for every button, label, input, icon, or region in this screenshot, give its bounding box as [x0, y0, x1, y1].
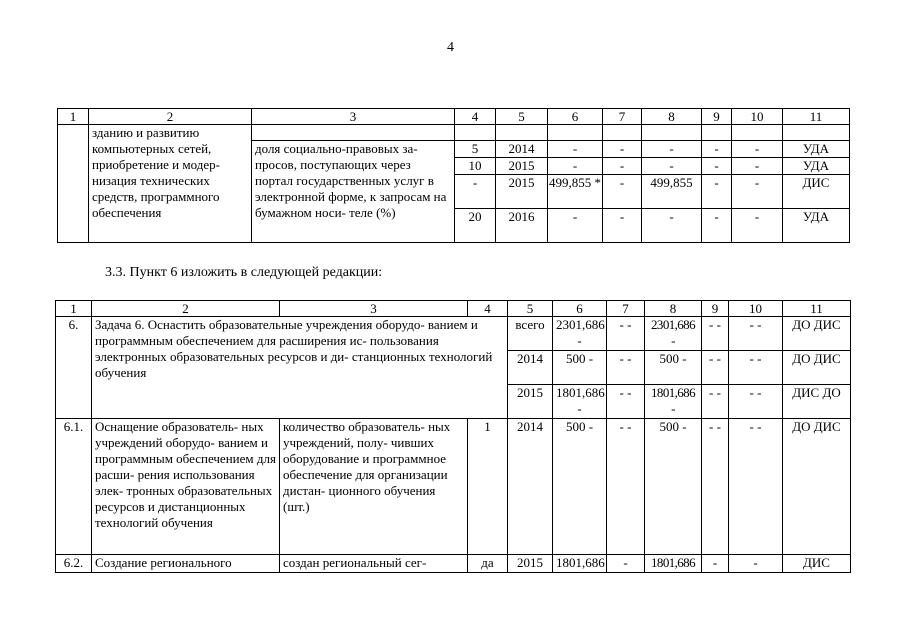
- table-cell: [496, 125, 548, 141]
- table-cell: ДО ДИС: [783, 419, 851, 555]
- table-cell: 2014: [508, 419, 553, 555]
- table-cell: [732, 125, 783, 141]
- column-header: 1: [56, 301, 92, 317]
- column-header: 1: [58, 109, 89, 125]
- column-header: 5: [508, 301, 553, 317]
- table-cell: 2014: [496, 141, 548, 158]
- table-cell: 1801,686 -: [553, 385, 607, 419]
- table-cell: ДИС ДО: [783, 385, 851, 419]
- table-cell: -: [455, 175, 496, 209]
- table-cell: 1801,686: [553, 555, 607, 573]
- activity-description: Оснащение образователь- ных учреждений оборудо- ванием и программным обеспечением для расши- рения использования элек- тронных образовательных ресурсов и дистанционных технологий обучения: [92, 419, 280, 555]
- table-cell: - -: [702, 419, 729, 555]
- table-cell: -: [702, 209, 732, 243]
- table-cell: 500 -: [553, 351, 607, 385]
- row-number: 6.1.: [56, 419, 92, 555]
- column-header: 9: [702, 301, 729, 317]
- column-header: 2: [89, 109, 252, 125]
- table-cell: 20: [455, 209, 496, 243]
- task-table: [55, 300, 851, 573]
- indicator-description: создан региональный сег-: [280, 555, 468, 573]
- table-cell: 1801,686: [645, 555, 702, 573]
- table-cell: 1801,686 -: [645, 385, 702, 419]
- table-cell: ДО ДИС: [783, 351, 851, 385]
- table-header-row: [58, 109, 850, 125]
- table-cell: 2016: [496, 209, 548, 243]
- row-number: 6.2.: [56, 555, 92, 573]
- table-cell: УДА: [783, 141, 850, 158]
- table-cell: - -: [607, 317, 645, 351]
- table-cell: -: [642, 209, 702, 243]
- table-cell: - -: [607, 385, 645, 419]
- table-cell: -: [603, 209, 642, 243]
- table-cell: всего: [508, 317, 553, 351]
- table-header-row: [56, 301, 851, 317]
- table-cell: [548, 125, 603, 141]
- column-header: 6: [548, 109, 603, 125]
- table-cell: -: [607, 555, 645, 573]
- table-cell: -: [729, 555, 783, 573]
- column-header: 11: [783, 301, 851, 317]
- table-cell: -: [732, 209, 783, 243]
- column-header: 3: [252, 109, 455, 125]
- table-cell: - -: [702, 385, 729, 419]
- column-header: 10: [729, 301, 783, 317]
- table-cell: - -: [702, 317, 729, 351]
- table-cell: -: [642, 158, 702, 175]
- column-header: 6: [553, 301, 607, 317]
- table-cell: -: [548, 209, 603, 243]
- table-cell: - -: [607, 419, 645, 555]
- indicator-description: количество образователь- ных учреждений, полу- чивших оборудование и программное обеспечение для организации дистан- ционного обучения (шт.): [280, 419, 468, 555]
- table-cell: - -: [702, 351, 729, 385]
- table-cell: да: [468, 555, 508, 573]
- column-header: 4: [468, 301, 508, 317]
- table-cell: 2015: [508, 385, 553, 419]
- table-cell: ДО ДИС: [783, 317, 851, 351]
- table-cell: -: [732, 158, 783, 175]
- indicator-description: доля социально-правовых за- просов, поступающих через портал государственных услуг в электронной форме, к запросам на бумажном носи- теле (%): [252, 141, 455, 243]
- table-cell: 500 -: [645, 419, 702, 555]
- table-cell: 2015: [496, 175, 548, 209]
- table-cell: 499,855: [642, 175, 702, 209]
- table-row: [56, 419, 851, 555]
- amendment-paragraph: 3.3. Пункт 6 изложить в следующей редакции:: [105, 265, 383, 280]
- table-cell: 10: [455, 158, 496, 175]
- table-cell: -: [603, 158, 642, 175]
- table-cell: УДА: [783, 209, 850, 243]
- table-cell: -: [732, 141, 783, 158]
- table-row: [58, 125, 850, 141]
- row-number: 6.: [56, 317, 92, 419]
- table-cell: -: [702, 175, 732, 209]
- table-cell: -: [603, 175, 642, 209]
- table-cell: 500 -: [553, 419, 607, 555]
- continuation-table: [57, 108, 850, 243]
- table-row: [56, 555, 851, 573]
- table-cell: -: [548, 141, 603, 158]
- task-description: Задача 6. Оснастить образовательные учреждения оборудо- ванием и программным обеспечением для расширения ис- пользования электронных образовательных ресурсов и ди- станционных технологий обучения: [92, 317, 508, 419]
- table-cell: 2301,686 -: [645, 317, 702, 351]
- table-cell: ДИС: [783, 175, 850, 209]
- column-header: 4: [455, 109, 496, 125]
- table-cell: УДА: [783, 158, 850, 175]
- table-cell: -: [603, 141, 642, 158]
- activity-description: зданию и развитию компьютерных сетей, приобретение и модер- низация технических средств, программного обеспечения: [89, 125, 252, 243]
- table-cell: - -: [729, 419, 783, 555]
- table-cell: -: [702, 141, 732, 158]
- table-cell: - -: [729, 351, 783, 385]
- table-cell: - -: [729, 317, 783, 351]
- table-cell: -: [702, 555, 729, 573]
- table-cell: -: [642, 141, 702, 158]
- table-cell: 2014: [508, 351, 553, 385]
- table-cell: [783, 125, 850, 141]
- table-cell: 499,855 *: [548, 175, 603, 209]
- column-header: 3: [280, 301, 468, 317]
- table-cell: -: [702, 158, 732, 175]
- column-header: 8: [642, 109, 702, 125]
- table-cell: 2015: [496, 158, 548, 175]
- table-cell: ДИС: [783, 555, 851, 573]
- table-row: [56, 317, 851, 351]
- table-cell: [252, 125, 455, 141]
- column-header: 2: [92, 301, 280, 317]
- column-header: 7: [607, 301, 645, 317]
- column-header: 10: [732, 109, 783, 125]
- table-cell: 500 -: [645, 351, 702, 385]
- table-cell: - -: [607, 351, 645, 385]
- table-cell: - -: [729, 385, 783, 419]
- table-cell: 2015: [508, 555, 553, 573]
- column-header: 7: [603, 109, 642, 125]
- column-header: 11: [783, 109, 850, 125]
- table-cell: [455, 125, 496, 141]
- table-cell: [702, 125, 732, 141]
- column-header: 5: [496, 109, 548, 125]
- table-cell: -: [732, 175, 783, 209]
- activity-description: Создание регионального: [92, 555, 280, 573]
- table-cell: 2301,686 -: [553, 317, 607, 351]
- table-cell: [58, 125, 89, 243]
- table-cell: 5: [455, 141, 496, 158]
- table-cell: [642, 125, 702, 141]
- column-header: 8: [645, 301, 702, 317]
- table-cell: [603, 125, 642, 141]
- table-cell: -: [548, 158, 603, 175]
- table-cell: 1: [468, 419, 508, 555]
- page-number: 4: [447, 40, 454, 55]
- column-header: 9: [702, 109, 732, 125]
